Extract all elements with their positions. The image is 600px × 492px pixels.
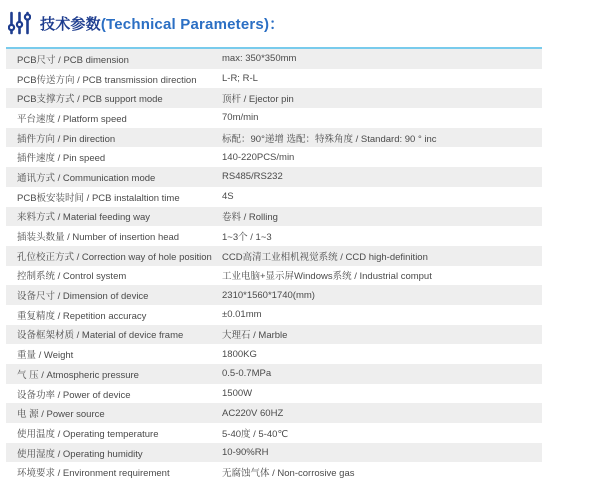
param-label: 孔位校正方式 / Correction way of hole position — [17, 251, 212, 263]
table-row — [6, 108, 542, 128]
param-value: 大理石 / Marble — [222, 330, 288, 342]
table-row — [6, 88, 542, 108]
table-row — [6, 226, 542, 246]
parameters-table — [6, 47, 542, 482]
param-label: 插件方向 / Pin direction — [17, 133, 116, 145]
param-label: 设备尺寸 / Dimension of device — [17, 291, 149, 303]
table-row — [6, 49, 542, 69]
table-row — [6, 423, 542, 443]
param-label: 重复精度 / Repetition accuracy — [17, 310, 147, 322]
param-label: 控制系统 / Control system — [17, 271, 127, 283]
sliders-icon — [8, 11, 31, 35]
param-label: 通讯方式 / Communication mode — [17, 172, 156, 184]
param-label: 插件速度 / Pin speed — [17, 153, 106, 165]
param-value: 5-40度 / 5-40℃ — [222, 428, 289, 440]
param-value: CCD高清工业相机视觉系统 / CCD high-definition — [222, 251, 428, 263]
param-value: 4S — [222, 191, 234, 203]
param-label: 使用湿度 / Operating humidity — [17, 448, 143, 460]
param-label: 电 源 / Power source — [17, 409, 105, 421]
param-value: L-R; R-L — [222, 73, 258, 85]
param-label: 气 压 / Atmospheric pressure — [17, 369, 139, 381]
page-title — [40, 13, 284, 34]
table-row — [6, 305, 542, 325]
param-label: 环境要求 / Environment requirement — [17, 468, 170, 480]
param-value: ±0.01mm — [222, 309, 262, 321]
param-label: 重量 / Weight — [17, 350, 74, 362]
param-value: 1800KG — [222, 348, 257, 360]
param-value: 标配：90°递增 选配：特殊角度 / Standard: 90 ° inc — [222, 133, 437, 145]
param-value: 1500W — [222, 388, 253, 400]
table-row — [6, 207, 542, 227]
table-row — [6, 266, 542, 286]
table-row — [6, 462, 542, 482]
page-title-en: (Technical Parameters)： — [100, 15, 285, 33]
table-row — [6, 285, 542, 305]
table-row — [6, 364, 542, 384]
table-row — [6, 344, 542, 364]
table-row — [6, 443, 542, 463]
table-row — [6, 128, 542, 148]
table-row — [6, 69, 542, 89]
table-row — [6, 403, 542, 423]
param-value: 卷料 / Rolling — [222, 212, 278, 224]
param-value: 1~3个 / 1~3 — [222, 232, 272, 244]
table-row — [6, 384, 542, 404]
param-label: 来料方式 / Material feeding way — [17, 212, 151, 224]
param-value: 0.5-0.7MPa — [222, 368, 272, 380]
table-row — [6, 167, 542, 187]
param-value: 无腐蚀气体 / Non-corrosive gas — [222, 468, 355, 480]
page-title-zh: 技术参数 — [40, 15, 101, 33]
param-label: 插装头数量 / Number of insertion head — [17, 232, 180, 244]
param-value: 140-220PCS/min — [222, 151, 295, 163]
table-row — [6, 187, 542, 207]
param-label: PCB支撑方式 / PCB support mode — [17, 94, 163, 106]
param-label: 使用温度 / Operating temperature — [17, 428, 159, 440]
param-value: 10-90%RH — [222, 447, 269, 459]
param-value: max: 350*350mm — [222, 53, 297, 65]
param-value: 顶杆 / Ejector pin — [222, 94, 294, 106]
param-value: 2310*1560*1740(mm) — [222, 289, 315, 301]
param-value: 70m/min — [222, 112, 259, 124]
table-row — [6, 325, 542, 345]
param-label: 设备功率 / Power of device — [17, 389, 131, 401]
param-value: 工业电脑+显示屏Windows系统 / Industrial comput — [222, 271, 432, 283]
table-row — [6, 246, 542, 266]
param-value: RS485/RS232 — [222, 171, 283, 183]
param-value: AC220V 60HZ — [222, 407, 284, 419]
param-label: 平台速度 / Platform speed — [17, 113, 127, 125]
param-label: PCB板安装时间 / PCB instalaltion time — [17, 192, 180, 204]
param-label: 设备框架材质 / Material of device frame — [17, 330, 184, 342]
section-header — [0, 0, 600, 36]
param-label: PCB尺寸 / PCB dimension — [17, 54, 129, 66]
param-label: PCB传送方向 / PCB transmission direction — [17, 74, 197, 86]
table-row — [6, 147, 542, 167]
